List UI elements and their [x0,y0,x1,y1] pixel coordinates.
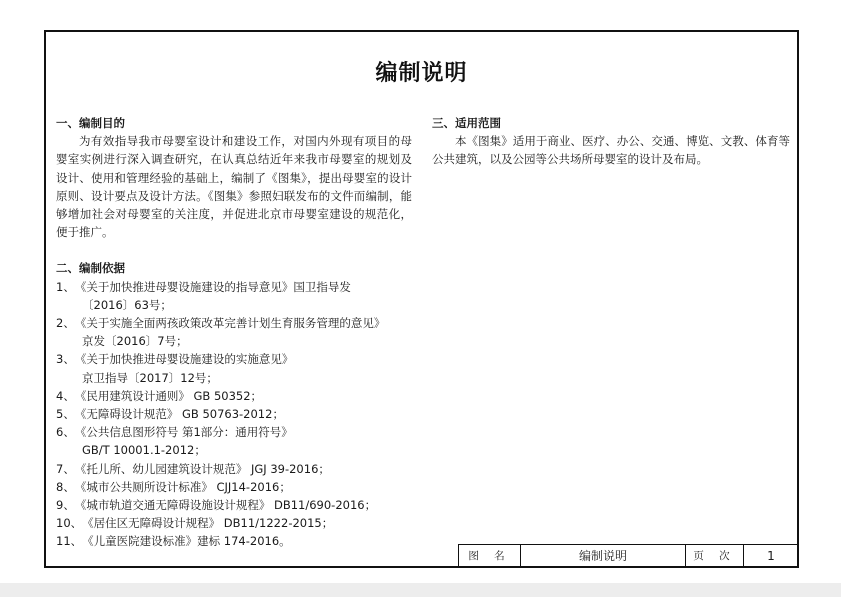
reference-number: 5、 [56,407,75,422]
section-heading-purpose: 一、编制目的 [56,116,125,130]
reference-number: 4、 [56,388,75,403]
reference-item [56,405,412,423]
reference-item [56,514,412,532]
page-title: 编制说明 [375,61,468,86]
reference-number: 9、 [56,498,75,513]
reference-title: 《居住区无障碍设计规程》 DB11/1222-2015； [82,516,334,531]
right-column [432,114,790,169]
reference-item [56,314,412,332]
reference-number: 11、 [56,534,83,549]
viewer-bottom-strip [0,583,841,597]
reference-item [56,496,412,514]
section-heading-scope: 三、适用范围 [432,116,501,130]
reference-number: 6、 [56,425,75,440]
reference-continuation: GB/T 10001.1-2012； [82,443,206,458]
reference-title: 《托儿所、幼儿园建筑设计规范》 JGJ 39-2016； [74,461,330,476]
reference-title: 《关于实施全面两孩政策改革完善计划生育服务管理的意见》 [74,316,386,331]
reference-title: 《关于加快推进母婴设施建设的实施意见》 [74,352,294,367]
reference-item [56,278,412,296]
reference-continuation: 〔2016〕63号； [82,297,172,312]
reference-item [56,387,412,405]
reference-title: 《民用建筑设计通则》 GB 50352； [74,388,263,403]
reference-title: 《城市轨道交通无障碍设施设计规程》 DB11/690-2016； [74,498,377,513]
reference-list [56,278,412,551]
reference-item [56,478,412,496]
reference-continuation: 京发〔2016〕7号； [82,334,188,349]
reference-number: 10、 [56,516,83,531]
reference-title: 《儿童医院建设标准》建标 174-2016。 [82,534,291,549]
reference-continuation: 京卫指导〔2017〕12号； [82,370,218,385]
reference-number: 7、 [56,461,75,476]
title-block-page-label: 页 次 [686,545,744,566]
reference-number: 8、 [56,479,75,494]
reference-title: 《城市公共厕所设计标准》 CJJ14-2016； [74,479,291,494]
reference-number: 2、 [56,316,75,331]
reference-item [56,532,412,550]
reference-item [56,350,412,368]
section-body-scope: 本《图集》适用于商业、医疗、办公、交通、博览、文教、体育等公共建筑，以及公园等公共场所母婴室的设计及布局。 [432,134,790,167]
title-block [458,544,799,566]
reference-title: 《公共信息图形符号 第1部分：通用符号》 [74,425,293,440]
section-heading-basis: 二、编制依据 [56,261,125,276]
title-block-page-value: 1 [767,548,775,563]
section-body-purpose: 为有效指导我市母婴室设计和建设工作，对国内外现有项目的母婴室实例进行深入调查研究，在认真总结近年来我市母婴室的规划及设计、使用和管理经验的基础上，编制了《图集》，提出母婴室的设计原则、设计要点及设计方法。《图集》参照妇联发布的文件而编制，能够增加社会对母婴室的关注度，并促进北京市母婴室建设的规范化，便于推广。 [56,134,412,240]
reference-item [56,460,412,478]
reference-title: 《无障碍设计规范》 GB 50763-2012； [74,407,284,422]
title-block-name-label: 图 名 [459,545,521,566]
title-block-name-value: 编制说明 [521,545,686,566]
left-column [56,114,412,551]
spacer [56,241,412,259]
reference-title: 《关于加快推进母婴设施建设的指导意见》国卫指导发 [74,279,351,294]
drawing-sheet [44,30,799,568]
reference-number: 3、 [56,352,75,367]
reference-item [56,423,412,441]
reference-number: 1、 [56,279,75,294]
